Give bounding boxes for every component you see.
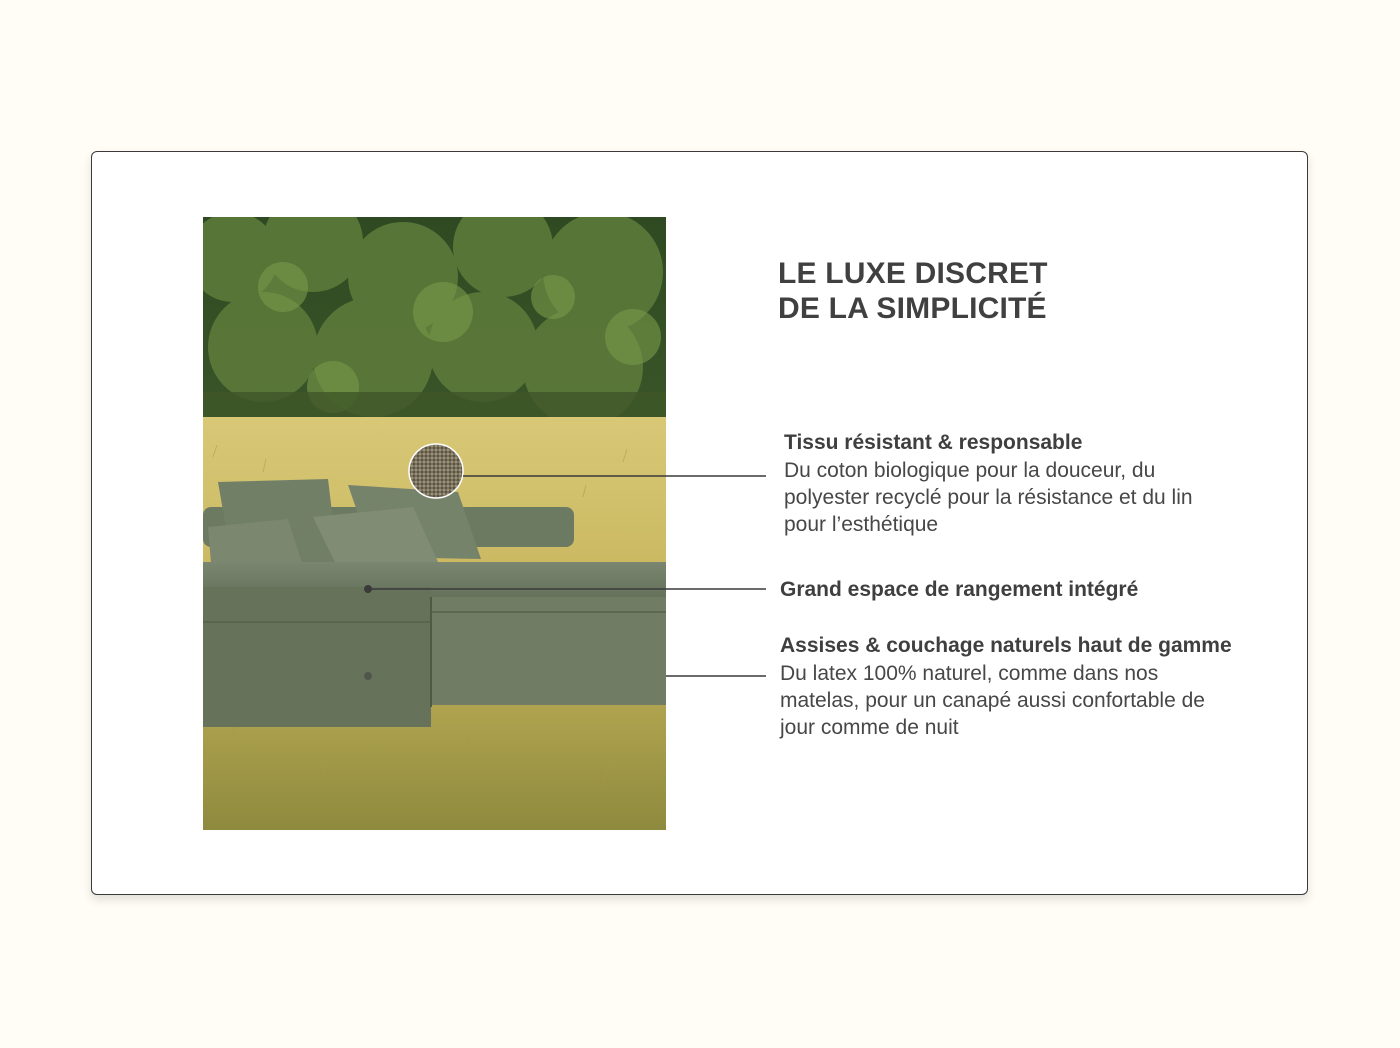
- feature-title: Grand espace de rangement intégré: [780, 578, 1139, 601]
- product-photo: [203, 217, 666, 830]
- feature-description-line: jour comme de nuit: [780, 716, 959, 739]
- feature-description-line: Du latex 100% naturel, comme dans nos: [780, 662, 1159, 685]
- title-line-2: DE LA SIMPLICITÉ: [778, 292, 1047, 325]
- feature-fabric: [784, 429, 1193, 538]
- feature-description-line: pour l’esthétique: [784, 513, 939, 536]
- feature-seating: [780, 632, 1232, 741]
- feature-storage: [780, 576, 1138, 604]
- feature-title: Assises & couchage naturels haut de gamme: [780, 634, 1232, 657]
- section-title: [778, 256, 1048, 326]
- feature-title: Tissu résistant & responsable: [784, 431, 1083, 454]
- feature-description-line: Du coton biologique pour la douceur, du: [784, 459, 1156, 482]
- feature-description-line: matelas, pour un canapé aussi confortable de: [780, 689, 1205, 712]
- title-line-1: LE LUXE DISCRET: [778, 257, 1048, 290]
- feature-description-line: polyester recyclé pour la résistance et du lin: [784, 486, 1193, 509]
